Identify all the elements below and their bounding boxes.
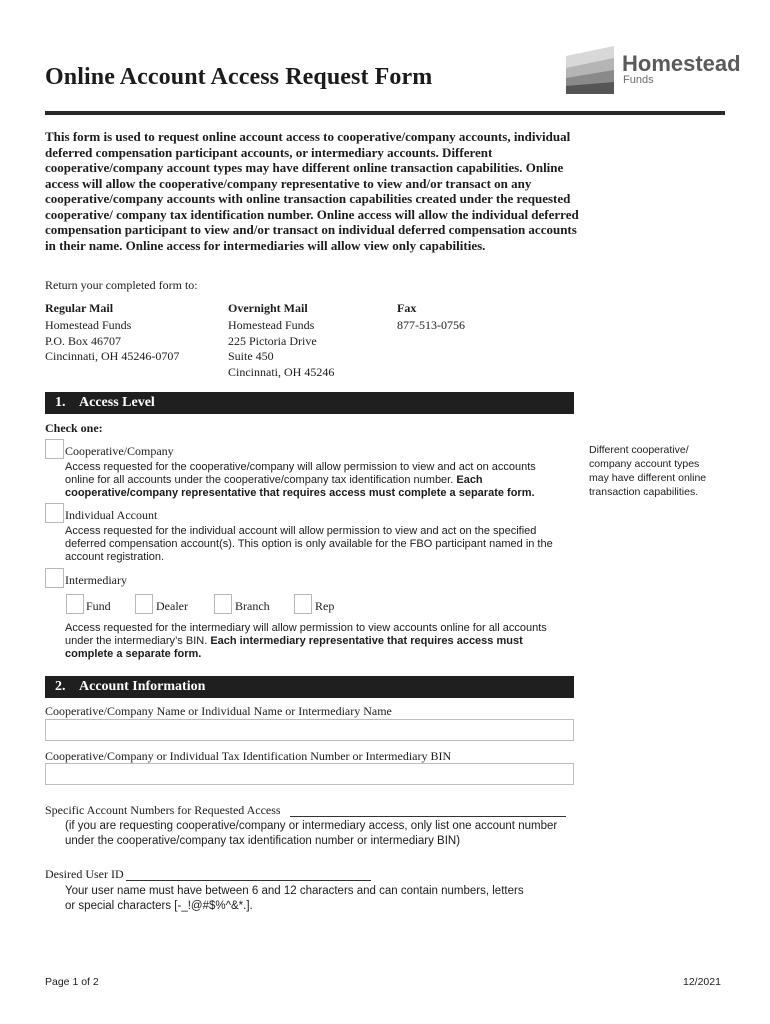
user-id-label: Desired User ID [45, 867, 124, 881]
intermediary-label: Intermediary [65, 573, 127, 587]
section-number: 1. [55, 395, 66, 410]
homestead-logo-icon [566, 46, 614, 94]
address-line: Homestead Funds [45, 318, 132, 332]
overnight-mail-address [228, 318, 334, 380]
address-line: Cincinnati, OH 45246-0707 [45, 349, 180, 363]
logo-subtitle: Funds [623, 74, 654, 86]
fund-label: Fund [86, 599, 111, 613]
user-id-note: Your user name must have between 6 and 12 characters and can contain numbers, letters or special characters [-_!@#$%^&*.]. [65, 885, 524, 912]
form-date: 12/2021 [683, 976, 721, 988]
address-line: Suite 450 [228, 349, 274, 363]
page-title: Online Account Access Request Form [45, 64, 433, 90]
side-note: Different cooperative/ company account types may have different online transaction capabilities. [589, 444, 707, 498]
tin-field-label: Cooperative/Company or Individual Tax Identification Number or Intermediary BIN [45, 749, 452, 763]
cooperative-company-checkbox[interactable] [45, 439, 64, 459]
section-title: Account Information [79, 679, 206, 694]
name-field-label: Cooperative/Company Name or Individual Name or Intermediary Name [45, 704, 392, 718]
description-text: Access requested for the cooperative/company will allow permission to view and act on accounts online for all accounts under the cooperative/company tax identification number. [65, 461, 536, 486]
logo-name: Homestead [622, 51, 741, 76]
fax-heading: Fax [397, 301, 417, 315]
overnight-mail-heading: Overnight Mail [228, 301, 308, 315]
section-title: Access Level [79, 395, 155, 410]
address-line: Homestead Funds [228, 318, 315, 332]
cooperative-company-description [65, 461, 565, 500]
address-line: Cincinnati, OH 45246 [228, 364, 335, 379]
account-numbers-label [45, 803, 281, 818]
section-2-header [45, 676, 574, 698]
section-number: 2. [55, 679, 66, 694]
intro-paragraph: This form is used to request online account access to cooperative/company accounts, individual deferred compensation participant accounts, or intermediary accounts. Different cooperative/company account types may have different online transaction capabilities. Online access will allow the cooperative/company representative to view and/or transact on any cooperative/company accounts with online transaction capabilities created under the requested cooperative/ company tax identification number. Online access will allow the individual deferred compensation participant to view and/or transact on individual deferred compensation accounts in their name. Online access for intermediaries will allow view only capabilities. [45, 129, 579, 253]
dealer-label: Dealer [156, 599, 188, 613]
account-numbers-text: Specific Account Numbers for Requested Access [45, 803, 281, 817]
individual-account-label: Individual Account [65, 508, 158, 522]
branch-checkbox[interactable] [214, 594, 232, 614]
account-numbers-note: (if you are requesting cooperative/company or intermediary access, only list one account number under the cooperative/company tax identification number or intermediary BIN) [65, 820, 558, 847]
check-one-label: Check one: [45, 421, 103, 435]
rep-checkbox[interactable] [294, 594, 312, 614]
address-line: 225 Pictoria Drive [228, 333, 317, 348]
description-emphasis: Each intermediary representative that requires access must complete a separate form. [65, 635, 523, 660]
branch-label: Branch [235, 599, 270, 613]
description-emphasis: Each cooperative/company representative that requires access must complete a separate form. [65, 474, 535, 499]
section-1-header [45, 392, 574, 414]
address-line: P.O. Box 46707 [45, 333, 122, 348]
description-text: Access requested for the intermediary will allow permission to view accounts online for all accounts under the intermediary’s BIN. [65, 622, 547, 647]
header-divider [45, 111, 725, 115]
intermediary-description [65, 622, 565, 661]
fund-checkbox[interactable] [66, 594, 84, 614]
dealer-checkbox[interactable] [135, 594, 153, 614]
intermediary-checkbox[interactable] [45, 568, 64, 588]
user-id-input[interactable] [126, 868, 371, 881]
regular-mail-heading: Regular Mail [45, 301, 114, 315]
fax-number: 877-513-0756 [397, 318, 465, 332]
return-instructions: Return your completed form to: [45, 278, 198, 292]
page-number: Page 1 of 2 [45, 976, 99, 988]
individual-account-checkbox[interactable] [45, 503, 64, 523]
regular-mail-address [45, 318, 179, 365]
tin-input[interactable] [45, 763, 574, 785]
name-input[interactable] [45, 719, 574, 741]
individual-account-description: Access requested for the individual account will allow permission to view and act on the specified deferred compensation account(s). This option is only available for the FBO participant named in the account registration. [65, 525, 553, 563]
account-numbers-input[interactable] [290, 804, 566, 817]
rep-label: Rep [315, 599, 335, 613]
cooperative-company-label: Cooperative/Company [65, 444, 174, 458]
